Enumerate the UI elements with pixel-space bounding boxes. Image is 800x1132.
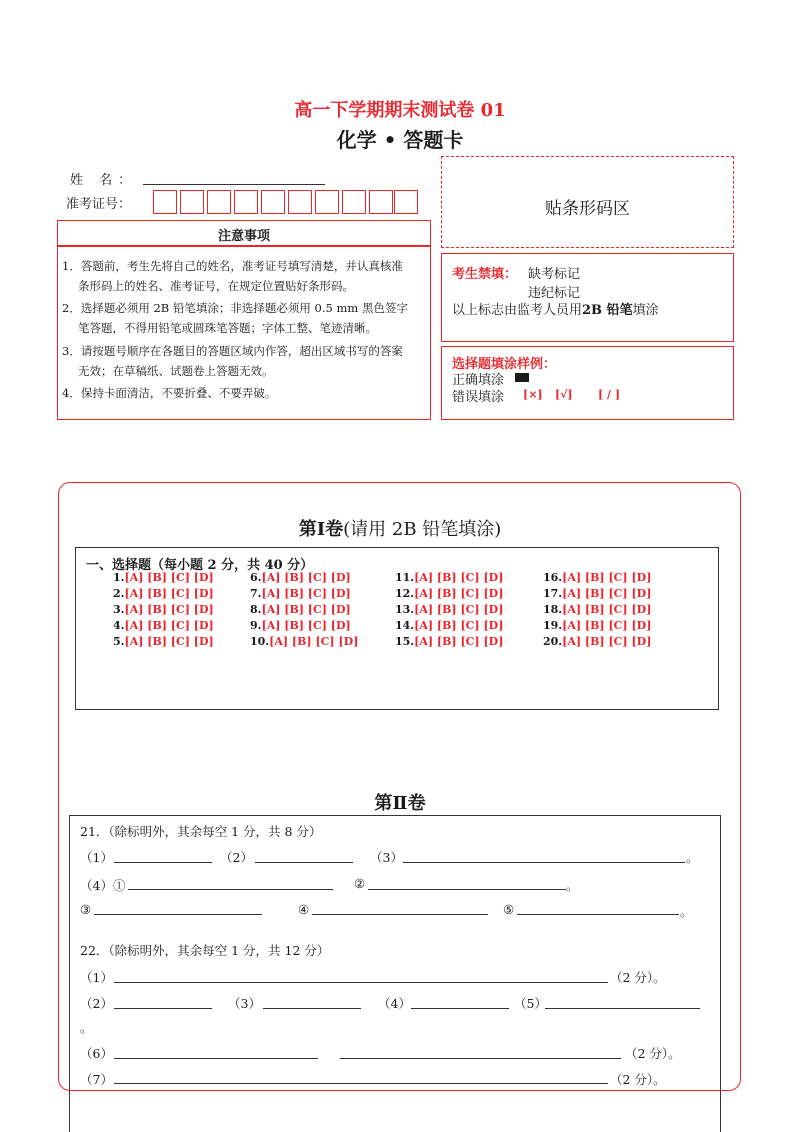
notice-item: 无效；在草稿纸、试题卷上答题无效。 <box>78 364 274 378</box>
answer-blank[interactable] <box>114 1083 608 1084</box>
mc-question[interactable] <box>543 587 651 600</box>
choice-section-title: 一、选择题（每小题 2 分，共 40 分） <box>86 558 314 573</box>
answer-options[interactable]: [A] [B] [C] [D] <box>562 619 652 632</box>
q22-label-6: （6） <box>80 1046 113 1061</box>
answer-blank[interactable] <box>255 862 353 863</box>
answer-options[interactable]: [A] [B] [C] [D] <box>124 635 214 648</box>
question-number: 3. <box>113 603 125 616</box>
q21-label-2: （2） <box>220 850 253 865</box>
mc-question[interactable] <box>395 635 503 648</box>
answer-blank[interactable] <box>368 889 566 890</box>
notice-item: 2．选择题必须用 2B 铅笔填涂；非选择题必须用 0.5 mm 黑色签字 <box>62 301 408 315</box>
absent-mark[interactable]: 缺考标记 <box>528 267 581 282</box>
forbidden-note-bold: 2B 铅笔 <box>582 303 633 318</box>
answer-options[interactable]: [A] [B] [C] [D] <box>562 603 652 616</box>
answer-options[interactable]: [A] [B] [C] [D] <box>261 571 351 584</box>
id-digit-cell[interactable] <box>153 190 177 214</box>
line-end: 。 <box>686 850 699 865</box>
wrong-mark-cross: [×] <box>523 388 543 401</box>
answer-options[interactable]: [A] [B] [C] [D] <box>562 587 652 600</box>
mc-question[interactable] <box>113 587 214 600</box>
question-number: 16. <box>543 571 563 584</box>
id-digit-cell[interactable] <box>342 190 366 214</box>
id-digit-cell[interactable] <box>369 190 393 214</box>
question-number: 18. <box>543 603 563 616</box>
sample-correct: 正确填涂 <box>452 373 505 388</box>
answer-options[interactable]: [A] [B] [C] [D] <box>124 619 214 632</box>
notice-item: 1．答题前，考生先将自己的姓名，准考证号填写清楚，并认真核准 <box>62 259 403 273</box>
wrong-mark-check: [√] <box>555 388 573 401</box>
q21-label-4-1: （4）① <box>80 878 126 893</box>
answer-blank[interactable] <box>114 1058 318 1059</box>
mc-question[interactable] <box>395 587 503 600</box>
question-number: 5. <box>113 635 125 648</box>
answer-blank[interactable] <box>114 1008 212 1009</box>
notice-item: 4．保持卡面清洁，不要折叠、不要弄破。 <box>62 386 277 400</box>
part1-title-rest: (请用 2B 铅笔填涂) <box>343 519 502 540</box>
answer-blank[interactable] <box>545 1008 700 1009</box>
question-number: 7. <box>250 587 262 600</box>
line-end: 。 <box>680 904 693 919</box>
id-digit-cell[interactable] <box>234 190 258 214</box>
q22-label-5: （5） <box>514 996 547 1011</box>
sample-wrong: 错误填涂 <box>452 390 505 405</box>
forbidden-note-suffix: 填涂 <box>632 303 659 318</box>
id-digit-cell[interactable] <box>180 190 204 214</box>
mc-question[interactable] <box>113 635 214 648</box>
answer-blank[interactable] <box>312 914 488 915</box>
q21-label-4-2: ② <box>354 876 366 891</box>
exam-title: 高一下学期期末测试卷 01 <box>294 100 506 121</box>
forbidden-note <box>452 299 659 318</box>
line-end: 。 <box>566 878 579 893</box>
question-number: 1. <box>113 571 125 584</box>
mc-question[interactable] <box>250 619 351 632</box>
notice-item: 3．请按题号顺序在各题目的答题区域内作答，超出区域书写的答案 <box>62 344 403 358</box>
mc-question[interactable] <box>113 571 214 584</box>
q22-score-7: （2 分）。 <box>610 1072 666 1087</box>
question-number: 9. <box>250 619 262 632</box>
line-end: 。 <box>80 1020 93 1035</box>
id-digit-cell[interactable] <box>207 190 231 214</box>
answer-options[interactable]: [A] [B] [C] [D] <box>414 619 504 632</box>
notice-item: 条形码上的姓名、准考证号，在规定位置贴好条形码。 <box>78 279 354 293</box>
correct-mark <box>515 373 529 382</box>
name-field[interactable] <box>143 184 325 185</box>
q21-label-3: （3） <box>370 850 403 865</box>
question-number: 11. <box>395 571 415 584</box>
mc-question[interactable] <box>543 603 651 616</box>
answer-options[interactable]: [A] [B] [C] [D] <box>124 603 214 616</box>
answer-options[interactable]: [A] [B] [C] [D] <box>414 635 504 648</box>
mc-question[interactable] <box>543 635 651 648</box>
sample-title: 选择题填涂样例： <box>452 357 557 372</box>
q22-score-6: （2 分）。 <box>625 1046 681 1061</box>
mc-question[interactable] <box>250 587 351 600</box>
q21-label-4-4: ④ <box>298 902 310 917</box>
mc-question[interactable] <box>113 619 214 632</box>
forbidden-label: 考生禁填： <box>452 267 518 282</box>
answer-options[interactable]: [A] [B] [C] [D] <box>414 571 504 584</box>
notice-title: 注意事项 <box>217 229 270 244</box>
answer-blank[interactable] <box>340 1058 621 1059</box>
answer-blank[interactable] <box>114 862 212 863</box>
wrong-mark-slash: [ / ] <box>598 388 621 401</box>
question-number: 2. <box>113 587 125 600</box>
question-number: 8. <box>250 603 262 616</box>
barcode-label: 贴条形码区 <box>545 199 630 219</box>
question-number: 10. <box>250 635 270 648</box>
answer-blank[interactable] <box>128 889 333 890</box>
mc-question[interactable] <box>543 619 651 632</box>
part1-title <box>0 515 800 541</box>
answer-blank[interactable] <box>403 862 685 863</box>
question-number: 19. <box>543 619 563 632</box>
id-digit-cell[interactable] <box>394 190 418 214</box>
q21-label-4-5: ⑤ <box>503 902 515 917</box>
mc-question[interactable] <box>543 571 651 584</box>
question-number: 17. <box>543 587 563 600</box>
q22-score-1: （2 分）。 <box>610 970 666 985</box>
answer-options[interactable]: [A] [B] [C] [D] <box>562 635 652 648</box>
q22-label-2: （2） <box>80 996 113 1011</box>
notice-item: 笔答题，不得用铅笔或圆珠笔答题；字体工整、笔迹清晰。 <box>78 321 377 335</box>
question-number: 4. <box>113 619 125 632</box>
answer-options[interactable]: [A] [B] [C] [D] <box>562 571 652 584</box>
id-digit-cell[interactable] <box>288 190 312 214</box>
mc-question[interactable] <box>250 603 351 616</box>
q21-header: 21．（除标明外，其余每空 1 分，共 8 分） <box>80 824 322 839</box>
q21-label-4-3: ③ <box>80 902 92 917</box>
answer-blank[interactable] <box>94 914 262 915</box>
question-number: 15. <box>395 635 415 648</box>
mc-question[interactable] <box>395 603 503 616</box>
forbidden-note-prefix: 以上标志由监考人员用 <box>452 303 583 318</box>
mc-question[interactable] <box>395 571 503 584</box>
question-number: 20. <box>543 635 563 648</box>
part2-title: 第Ⅱ卷 <box>374 793 426 814</box>
answer-options[interactable]: [A] [B] [C] [D] <box>261 603 351 616</box>
q22-label-3: （3） <box>228 996 261 1011</box>
q21-label-1: （1） <box>80 850 113 865</box>
mc-question[interactable] <box>250 571 351 584</box>
answer-blank[interactable] <box>411 1008 509 1009</box>
question-number: 13. <box>395 603 415 616</box>
name-label: 姓 名： <box>70 173 138 188</box>
mc-question[interactable] <box>250 635 358 648</box>
id-digit-cell[interactable] <box>315 190 339 214</box>
q22-header: 22．（除标明外，其余每空 1 分，共 12 分） <box>80 943 330 958</box>
answer-blank[interactable] <box>517 914 679 915</box>
q22-label-4: （4） <box>378 996 411 1011</box>
answer-options[interactable]: [A] [B] [C] [D] <box>124 587 214 600</box>
id-label: 准考证号： <box>66 197 132 212</box>
q22-label-1: （1） <box>80 970 113 985</box>
mc-question[interactable] <box>395 619 503 632</box>
answer-options[interactable]: [A] [B] [C] [D] <box>261 587 351 600</box>
question-number: 14. <box>395 619 415 632</box>
part1-title-bold: 第Ⅰ卷 <box>298 519 344 540</box>
answer-options[interactable]: [A] [B] [C] [D] <box>414 587 504 600</box>
question-number: 12. <box>395 587 415 600</box>
answer-options[interactable]: [A] [B] [C] [D] <box>261 619 351 632</box>
subject-title: 化学 • 答题卡 <box>336 128 464 152</box>
q22-label-7: （7） <box>80 1072 113 1087</box>
answer-blank[interactable] <box>263 1008 361 1009</box>
answer-options[interactable]: [A] [B] [C] [D] <box>414 603 504 616</box>
mc-question[interactable] <box>113 603 214 616</box>
answer-blank[interactable] <box>114 982 608 983</box>
answer-options[interactable]: [A] [B] [C] [D] <box>269 635 359 648</box>
question-number: 6. <box>250 571 262 584</box>
violation-mark[interactable]: 违纪标记 <box>528 286 581 301</box>
answer-options[interactable]: [A] [B] [C] [D] <box>124 571 214 584</box>
id-digit-cell[interactable] <box>261 190 285 214</box>
